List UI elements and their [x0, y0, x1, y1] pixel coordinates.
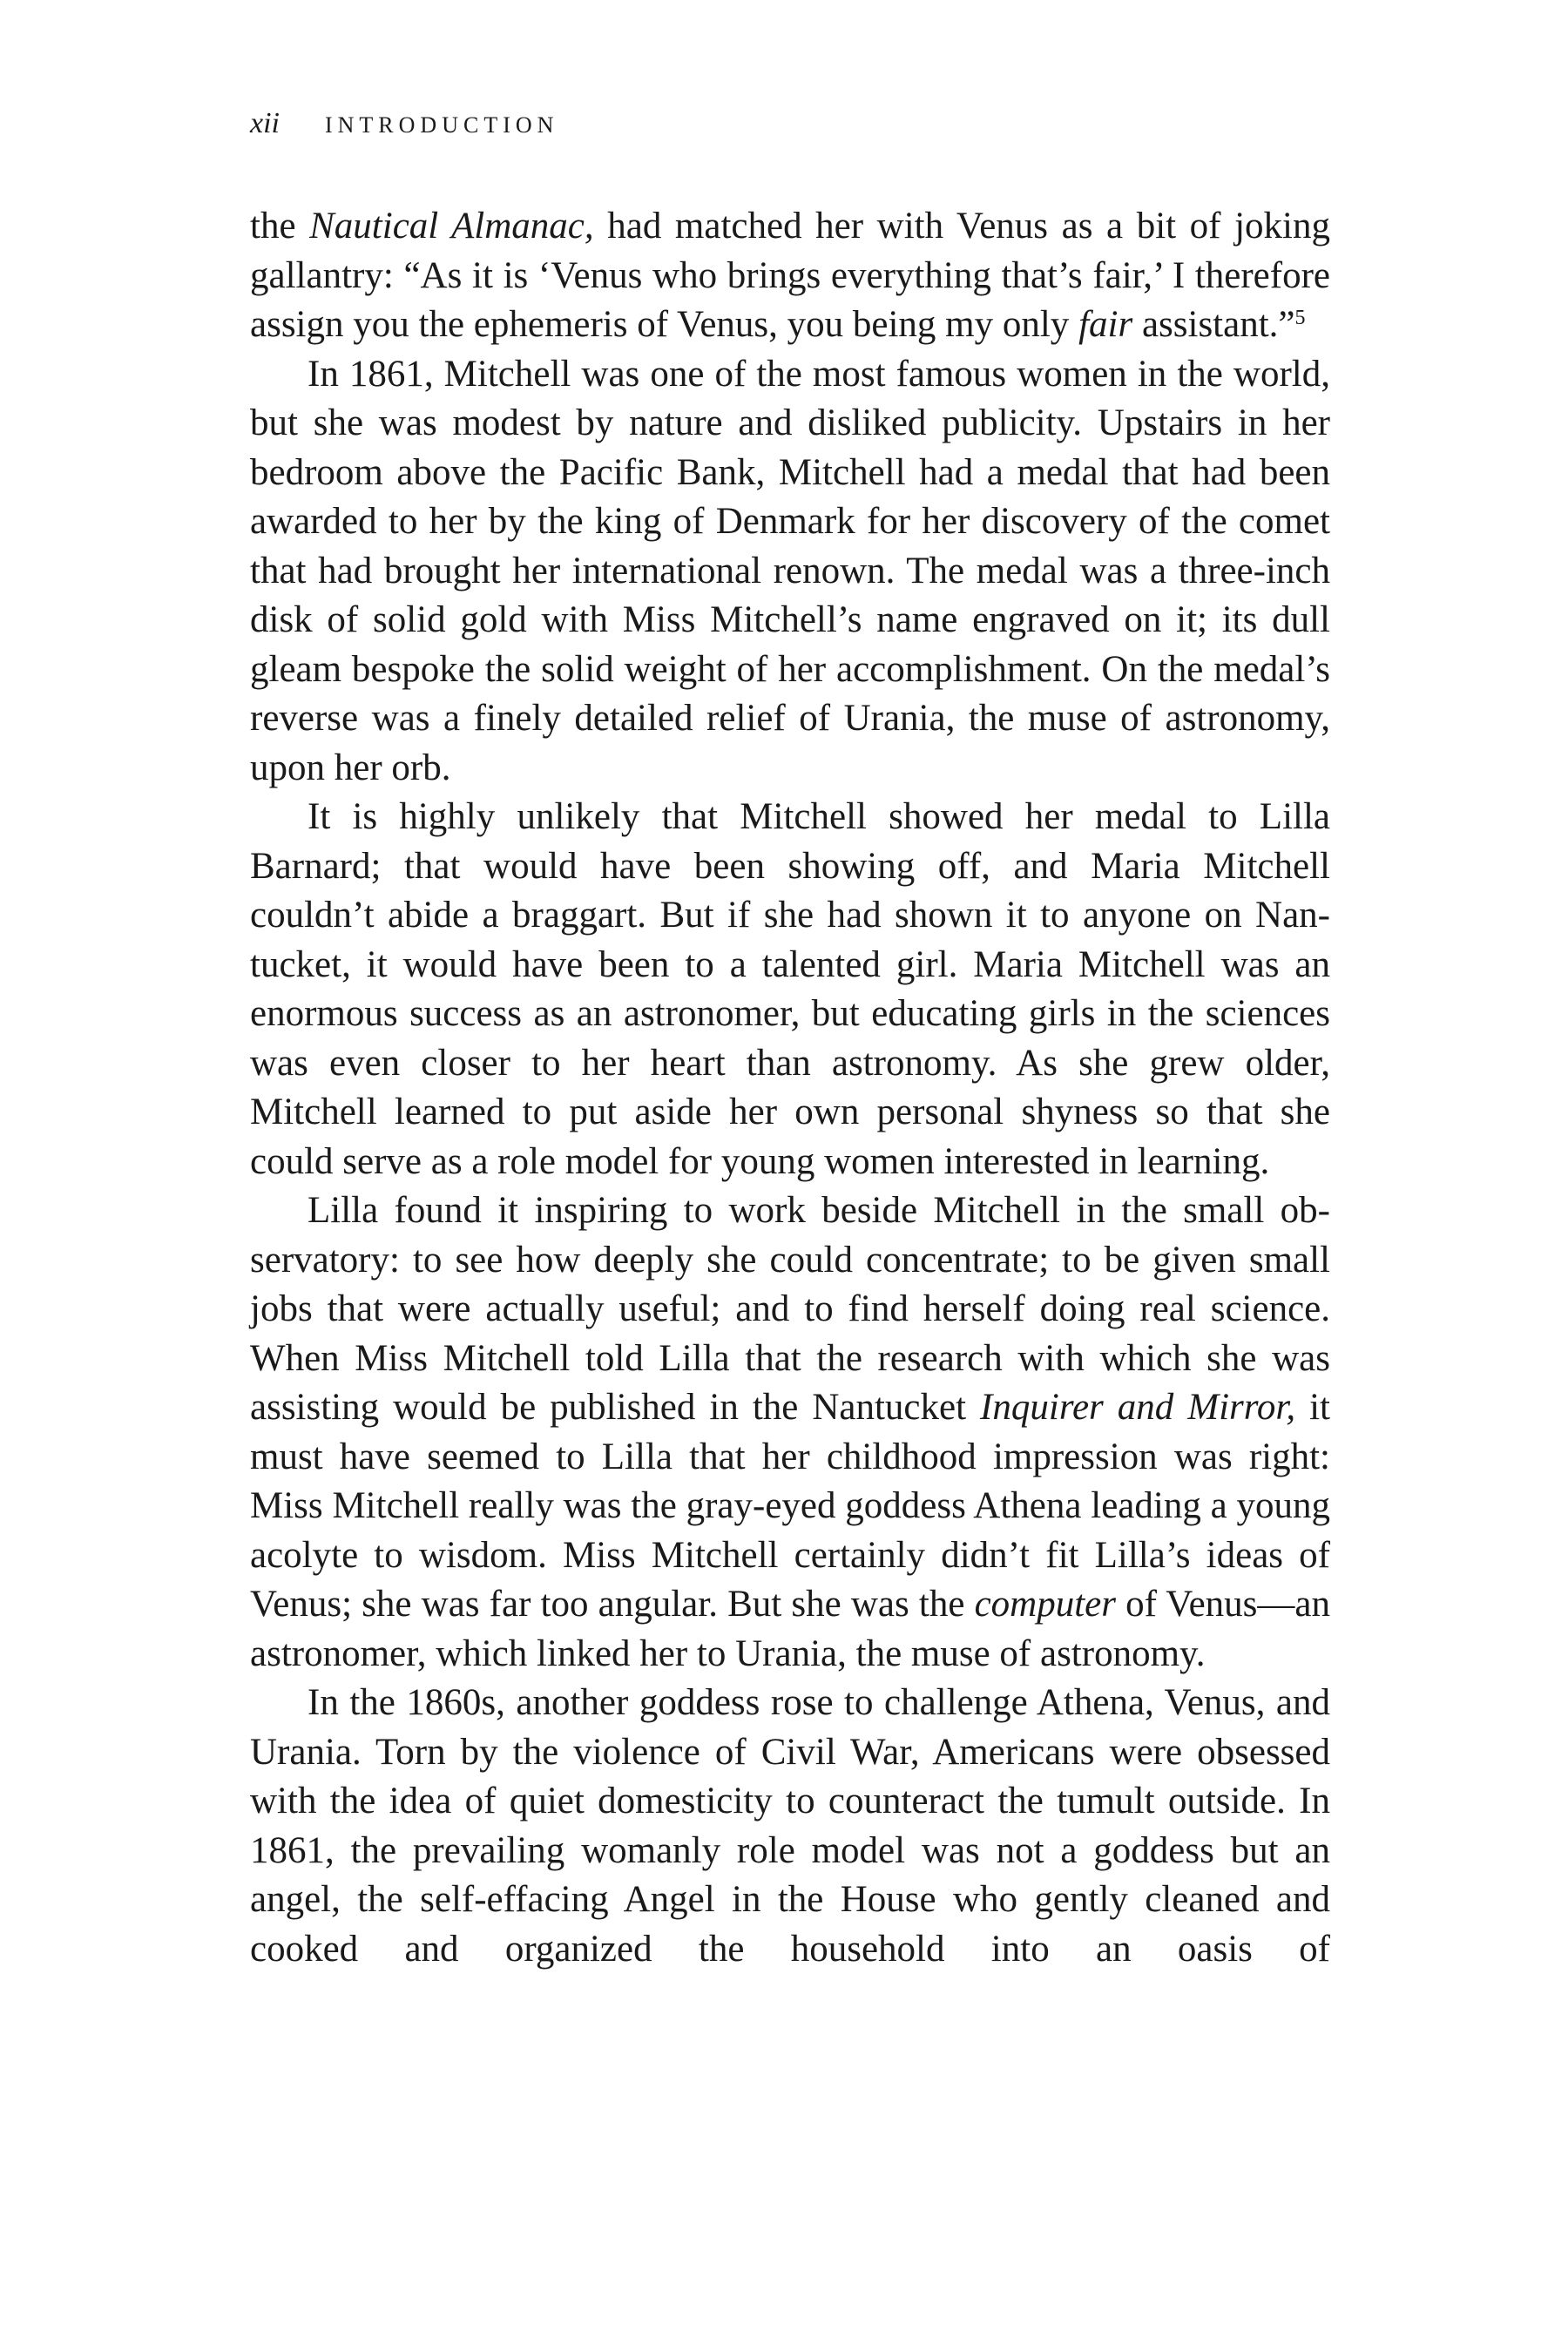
text-run: assistant.”	[1132, 304, 1295, 345]
running-head	[250, 106, 558, 143]
text-run: Lilla found it inspiring to work beside Mitchell in the small observatory: to see how deeply she could concentrate; to be given small jobs that were actually useful; and to find herself doing real science. When Miss Mitchell told Lilla that the research with which she was assisting would be published in the Nantucket	[250, 1190, 1330, 1428]
text-run: In the 1860s, another goddess rose to challenge Athena, Venus, and Urania. Torn by the violence of Civil War, Americans were obsessed with the idea of quiet domesticity to counteract the tumult outside. In 1861, the prevailing womanly role model was not a goddess but an angel, the self-effacing Angel in the House who gently cleaned and cooked and organized the household into an oasis of	[250, 1682, 1330, 1970]
paragraph-4	[250, 1186, 1330, 1679]
text-run: of Venus—an astronomer, which linked her to Urania, the muse of astronomy.	[250, 1584, 1330, 1674]
paragraph-5	[250, 1679, 1330, 1974]
text-run: the	[250, 206, 310, 247]
italic-run: computer	[974, 1584, 1116, 1625]
text-run: It is highly unlikely that Mitchell showed her medal to Lilla Barnard; that would have been showing off, and Maria Mitchell couldn’t abide a braggart. But if she had shown it to anyone on Nantucket, it would have been to a talented girl. Maria Mitchell was an enormous success as an astronomer, but educating girls in the sciences was even closer to her heart than astronomy. As she grew older, Mitchell learned to put aside her own personal shyness so that she could serve as a role model for young women interested in learning.	[250, 796, 1330, 1182]
paragraph-1	[250, 202, 1330, 350]
text-run: it must have seemed to Lilla that her childhood impression was right: Miss Mitchell really was the gray-eyed goddess Athena leading a young acolyte to wisdom. Miss Mitchell certainly didn’t fit Lilla’s ideas of Venus; she was far too angular. But she was the	[250, 1387, 1330, 1625]
text-run: In 1861, Mitchell was one of the most famous women in the world, but she was modest by nature and disliked publicity. Upstairs in her bedroom above the Pacific Bank, Mitchell had a medal that had been awarded to her by the king of Denmark for her discovery of the comet that had brought her international renown. The medal was a three-inch disk of solid gold with Miss Mitchell’s name engraved on it; its dull gleam bespoke the solid weight of her accomplishment. On the medal’s reverse was a finely detailed relief of Urania, the muse of astronomy, upon her orb.	[250, 353, 1330, 788]
paragraph-3	[250, 793, 1330, 1186]
running-head-title: INTRODUCTION	[324, 112, 559, 138]
paragraph-2	[250, 350, 1330, 794]
footnote-marker[interactable]: 5	[1294, 307, 1306, 329]
page-number: xii	[250, 107, 280, 139]
italic-run: fair	[1078, 304, 1133, 345]
italic-run: Inquirer and Mirror,	[980, 1387, 1296, 1428]
italic-run: Nautical Almanac,	[309, 206, 594, 247]
text-run: had matched her with Venus as a bit of joking gallantry: “As it is ‘Venus who brings everything that’s fair,’ I therefore assign you the ephemeris of Venus, you being my only	[250, 206, 1330, 345]
body-text	[250, 202, 1330, 1974]
